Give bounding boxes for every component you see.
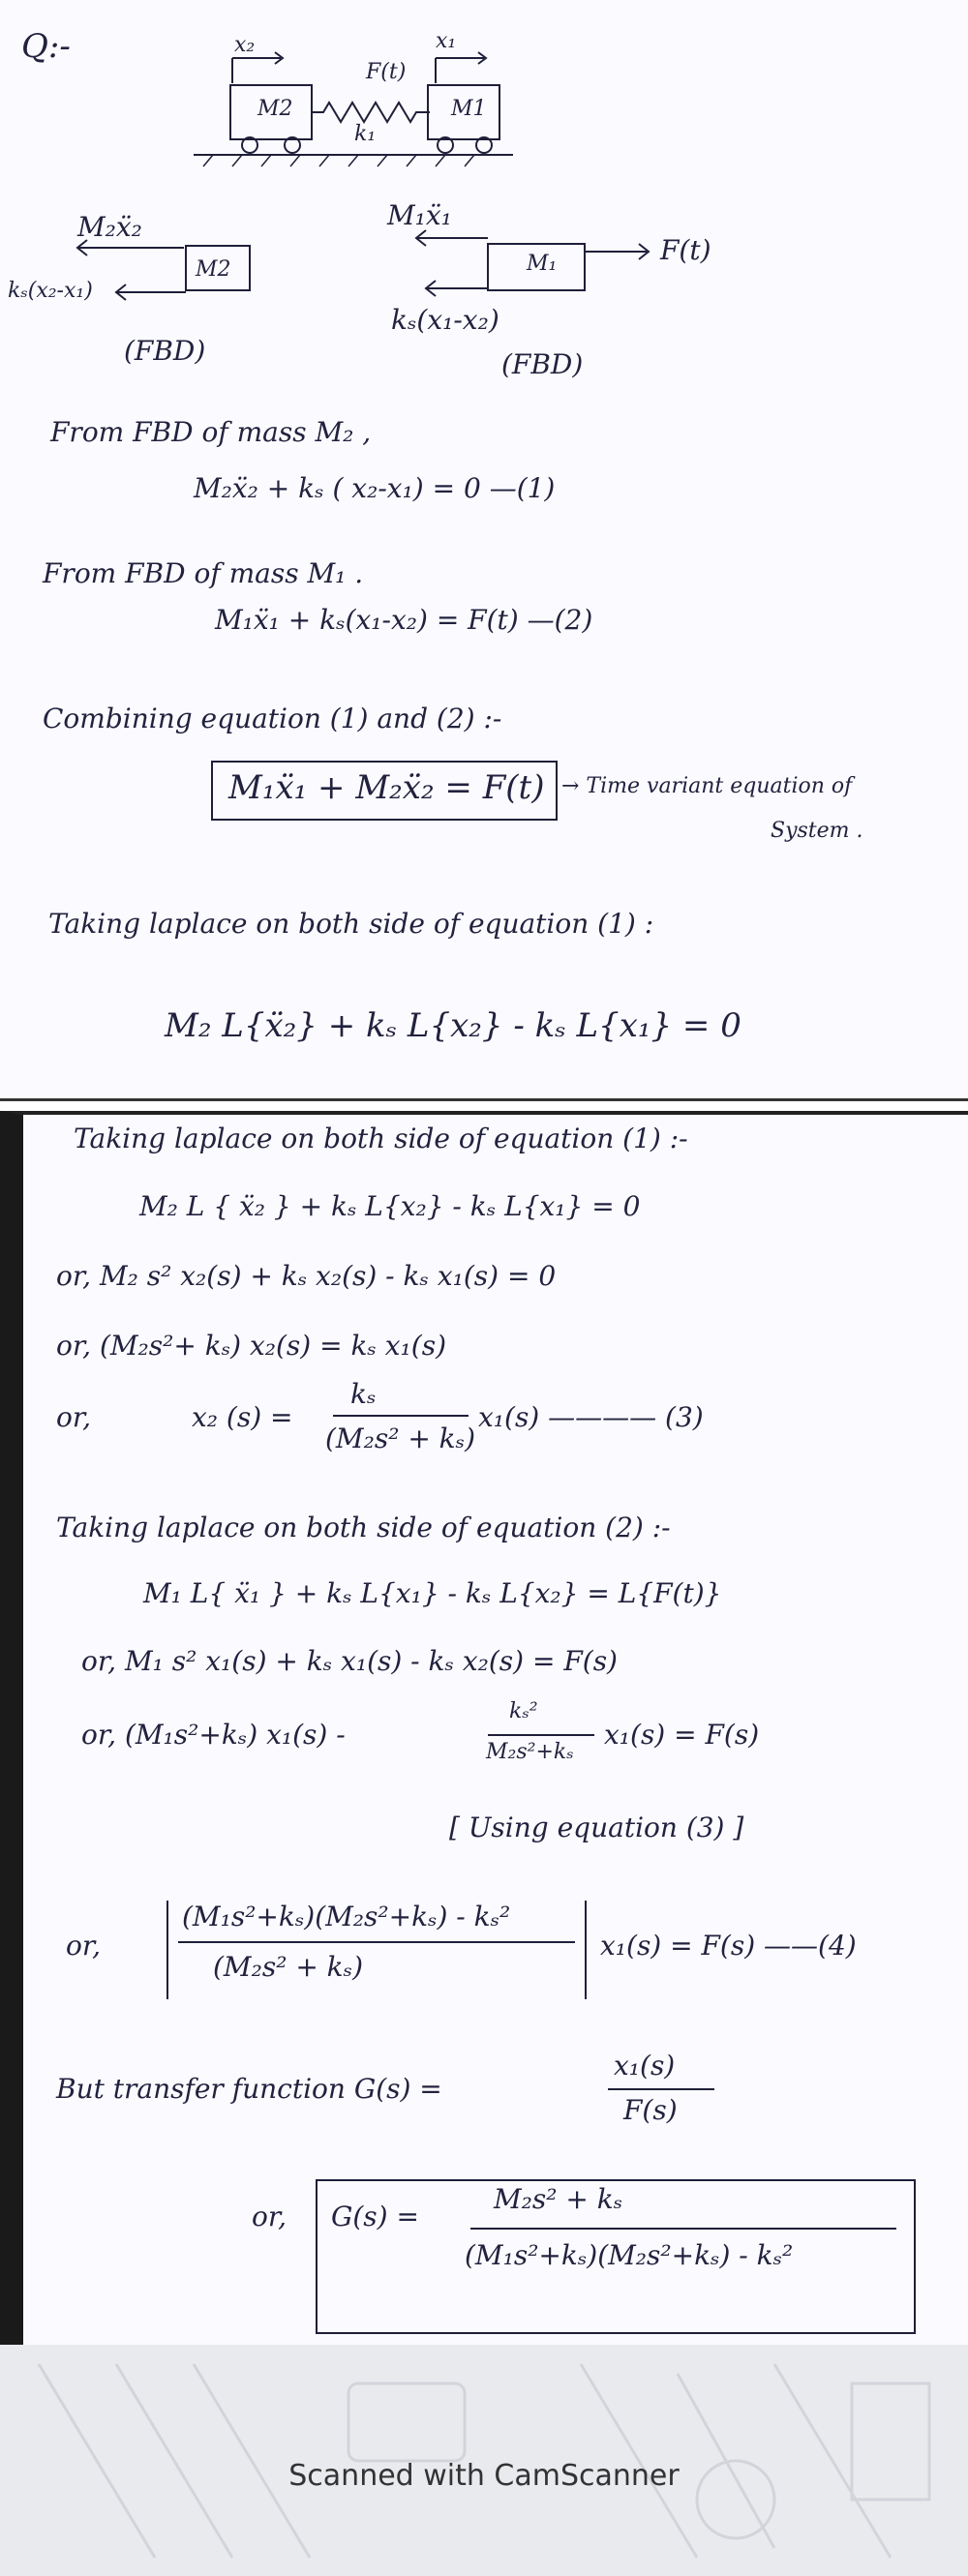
final-fraction-bar [470, 2228, 896, 2230]
mass-m2-label: M2 [257, 97, 293, 121]
x1-label: x₁ [436, 29, 457, 53]
laplace-equation-1: M₂ L{ẍ₂} + kₛ L{x₂} - kₛ L{x₁} = 0 [165, 1006, 741, 1045]
transfer-function-text: But transfer function G(s) = [56, 2073, 442, 2105]
camscanner-watermark: Scanned with CamScanner [288, 2459, 680, 2493]
scanner-footer [0, 2345, 968, 2576]
equation-b: or, M₂ s² x₂(s) + kₛ x₂(s) - kₛ x₁(s) = 0 [56, 1260, 557, 1292]
equation-d-rhs: x₁(s) ———— (3) [478, 1401, 704, 1433]
force-label: F(t) [366, 60, 407, 84]
fbd-m2-mass: M2 [196, 257, 231, 282]
final-denominator: (M₁s²+kₛ)(M₂s²+kₛ) - kₛ² [465, 2239, 794, 2271]
using-equation-note: [ Using equation (3) ] [449, 1812, 744, 1843]
transfer-function-fraction-bar [608, 2088, 714, 2090]
laplace-heading-1: Taking laplace on both side of equation (1) : [48, 908, 654, 940]
fbd-m2-spring: kₛ(x₂-x₁) [8, 279, 93, 303]
equation-a: M₂ L { ẍ₂ } + kₛ L{x₂} - kₛ L{x₁} = 0 [139, 1190, 641, 1222]
equation-g-numerator: kₛ² [509, 1699, 538, 1723]
equation-1: M₂ẍ₂ + kₛ ( x₂-x₁) = 0 —(1) [194, 472, 556, 504]
equation-h-right-bracket [585, 1901, 587, 1999]
x2-label: x₂ [234, 33, 256, 57]
equation-d-denominator: (M₂s² + kₛ) [325, 1423, 475, 1454]
equation-d-lhs: x₂ (s) = [192, 1401, 293, 1433]
combining-text: Combining equation (1) and (2) :- [43, 703, 502, 734]
page-1 [0, 0, 968, 1101]
equation-h-rhs: x₁(s) = F(s) ——(4) [600, 1930, 857, 1962]
equation-h-fraction-bar [178, 1941, 575, 1943]
fbd-m2-inertia: M₂ẍ₂ [77, 211, 142, 243]
combined-equation: M₁ẍ₁ + M₂ẍ₂ = F(t) [228, 768, 545, 807]
from-m2-text: From FBD of mass M₂ , [50, 416, 372, 448]
mass-m1-label: M1 [451, 97, 487, 121]
transfer-function-denominator: F(s) [623, 2094, 678, 2126]
time-variant-annotation: → Time variant equation of [561, 774, 853, 798]
spring-label: k₁ [354, 122, 377, 146]
equation-h-left-bracket [166, 1901, 168, 1999]
fbd-m2-diagram [68, 232, 261, 310]
final-numerator: M₂s² + kₛ [494, 2183, 623, 2215]
laplace-heading-3: Taking laplace on both side of equation (2) :- [56, 1512, 671, 1543]
equation-g-fraction-bar [488, 1734, 594, 1736]
equation-d-or: or, [56, 1401, 92, 1433]
equation-e: M₁ L{ ẍ₁ } + kₛ L{x₁} - kₛ L{x₂} = L{F(t)} [143, 1577, 722, 1609]
laplace-heading-2: Taking laplace on both side of equation (1) :- [74, 1123, 688, 1154]
equation-g-lhs: or, (M₁s²+kₛ) x₁(s) - [81, 1719, 346, 1751]
from-m1-text: From FBD of mass M₁ . [43, 557, 364, 589]
equation-h-numerator: (M₁s²+kₛ)(M₂s²+kₛ) - kₛ² [182, 1901, 511, 1932]
equation-2: M₁ẍ₁ + kₛ(x₁-x₂) = F(t) —(2) [215, 604, 593, 636]
fbd-m1-caption: (FBD) [501, 348, 584, 380]
time-variant-annotation-2: System . [771, 819, 863, 843]
final-lhs: G(s) = [331, 2201, 419, 2232]
fbd-m2-caption: (FBD) [124, 335, 206, 367]
fbd-m1-mass: M₁ [527, 252, 558, 276]
page-2 [0, 1111, 968, 2345]
equation-g-denominator: M₂s²+kₛ [486, 1740, 574, 1764]
equation-f: or, M₁ s² x₁(s) + kₛ x₁(s) - kₛ x₂(s) = F(s) [81, 1645, 618, 1677]
equation-d-numerator: kₛ [350, 1378, 377, 1410]
final-or: or, [252, 2201, 287, 2232]
equation-h-or: or, [66, 1930, 102, 1962]
fbd-m1-inertia: M₁ẍ₁ [387, 199, 452, 231]
question-label: Q:- [21, 27, 71, 66]
fbd-m1-spring: kₛ(x₁-x₂) [391, 304, 499, 336]
equation-d-fraction-bar [333, 1415, 469, 1417]
equation-c: or, (M₂s²+ kₛ) x₂(s) = kₛ x₁(s) [56, 1330, 446, 1362]
equation-g-rhs: x₁(s) = F(s) [604, 1719, 760, 1751]
equation-h-denominator: (M₂s² + kₛ) [213, 1951, 363, 1983]
transfer-function-numerator: x₁(s) [614, 2050, 676, 2082]
fbd-m1-force: F(t) [660, 234, 711, 266]
